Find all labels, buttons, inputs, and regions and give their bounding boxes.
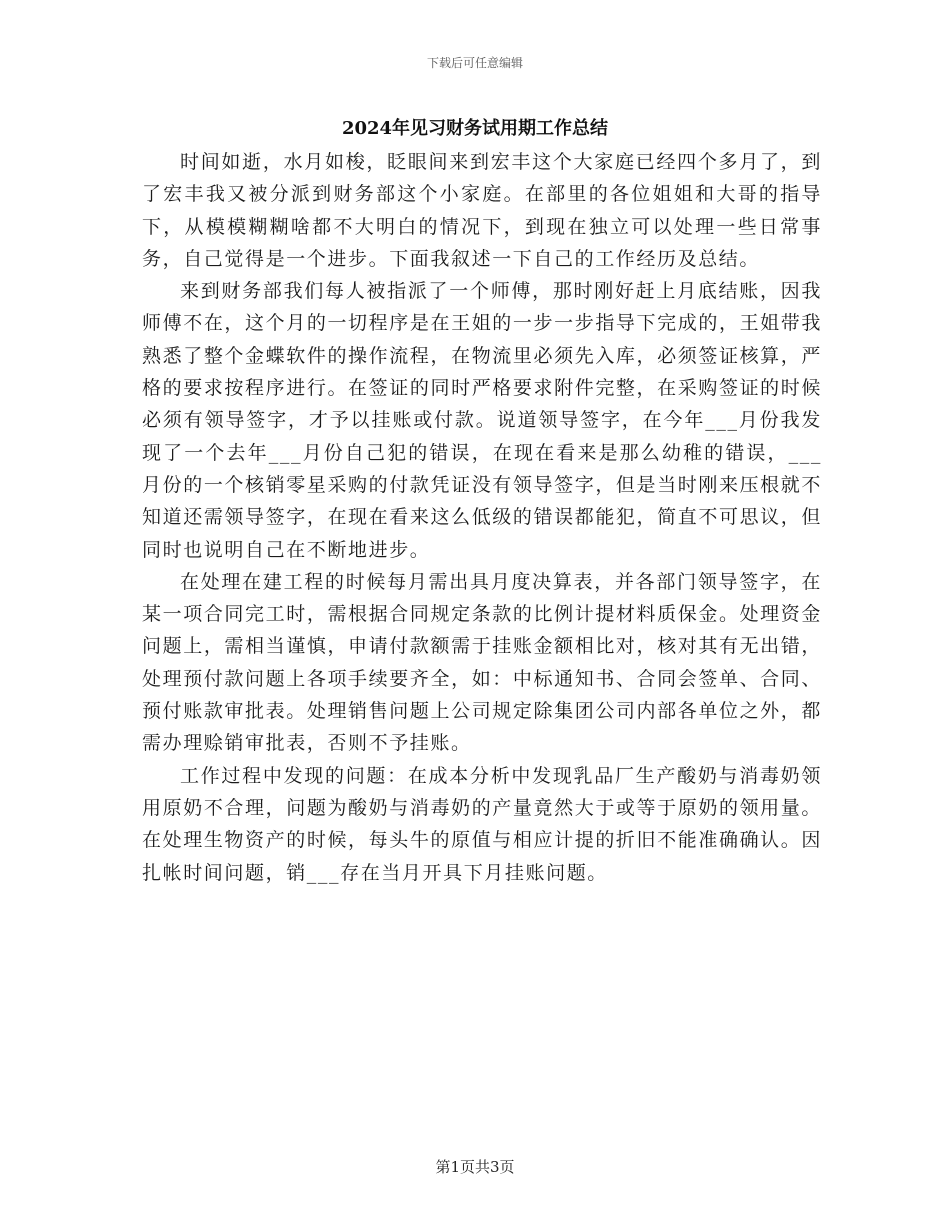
header-note: 下载后可任意编辑 <box>426 56 523 70</box>
page-indicator: 第1页共3页 <box>435 1158 515 1176</box>
document-title: 2024年见习财务试用期工作总结 <box>341 118 609 139</box>
paragraph-3: 在处理在建工程的时候每月需出具月度决算表，并各部门领导签字，在某一项合同完工时，需根据合同规定条款的比例计提材料质保金。处理资金问题上，需相当谨慎，申请付款额需于挂账金额相比对，核对其有无出错，处理预付款问题上各项手续要齐全，如：中标通知书、合同会签单、合同、预付账款审批表。处理销售问题上公司规定除集团公司内部各单位之外，都需办理赊销审批表，否则不予挂账。 <box>142 570 822 755</box>
paragraph-4: 工作过程中发现的问题：在成本分析中发现乳品厂生产酸奶与消毒奶领用原奶不合理，问题为酸奶与消毒奶的产量竟然大于或等于原奶的领用量。在处理生物资产的时候，每头牛的原值与相应计提的折旧不能准确确认。因扎帐时间问题，销___存在当月开具下月挂账问题。 <box>142 764 822 884</box>
document-body <box>142 146 822 889</box>
paragraph-1: 时间如逝，水月如梭，眨眼间来到宏丰这个大家庭已经四个多月了，到了宏丰我又被分派到财务部这个小家庭。在部里的各位姐姐和大哥的指导下，从模模糊糊啥都不大明白的情况下，到现在独立可以处理一些日常事务，自己觉得是一个进步。下面我叙述一下自己的工作经历及总结。 <box>142 151 822 270</box>
paragraph-2: 来到财务部我们每人被指派了一个师傅，那时刚好赶上月底结账，因我师傅不在，这个月的一切程序是在王姐的一步一步指导下完成的，王姐带我熟悉了整个金蝶软件的操作流程，在物流里必须先入库，必须签证核算，严格的要求按程序进行。在签证的同时严格要求附件完整，在采购签证的时候必须有领导签字，才予以挂账或付款。说道领导签字，在今年___月份我发现了一个去年___月份自己犯的错误，在现在看来是那么幼稚的错误，___月份的一个核销零星采购的付款凭证没有领导签字，但是当时刚来压根就不知道还需领导签字，在现在看来这么低级的错误都能犯，简直不可思议，但同时也说明自己在不断地进步。 <box>142 280 822 561</box>
